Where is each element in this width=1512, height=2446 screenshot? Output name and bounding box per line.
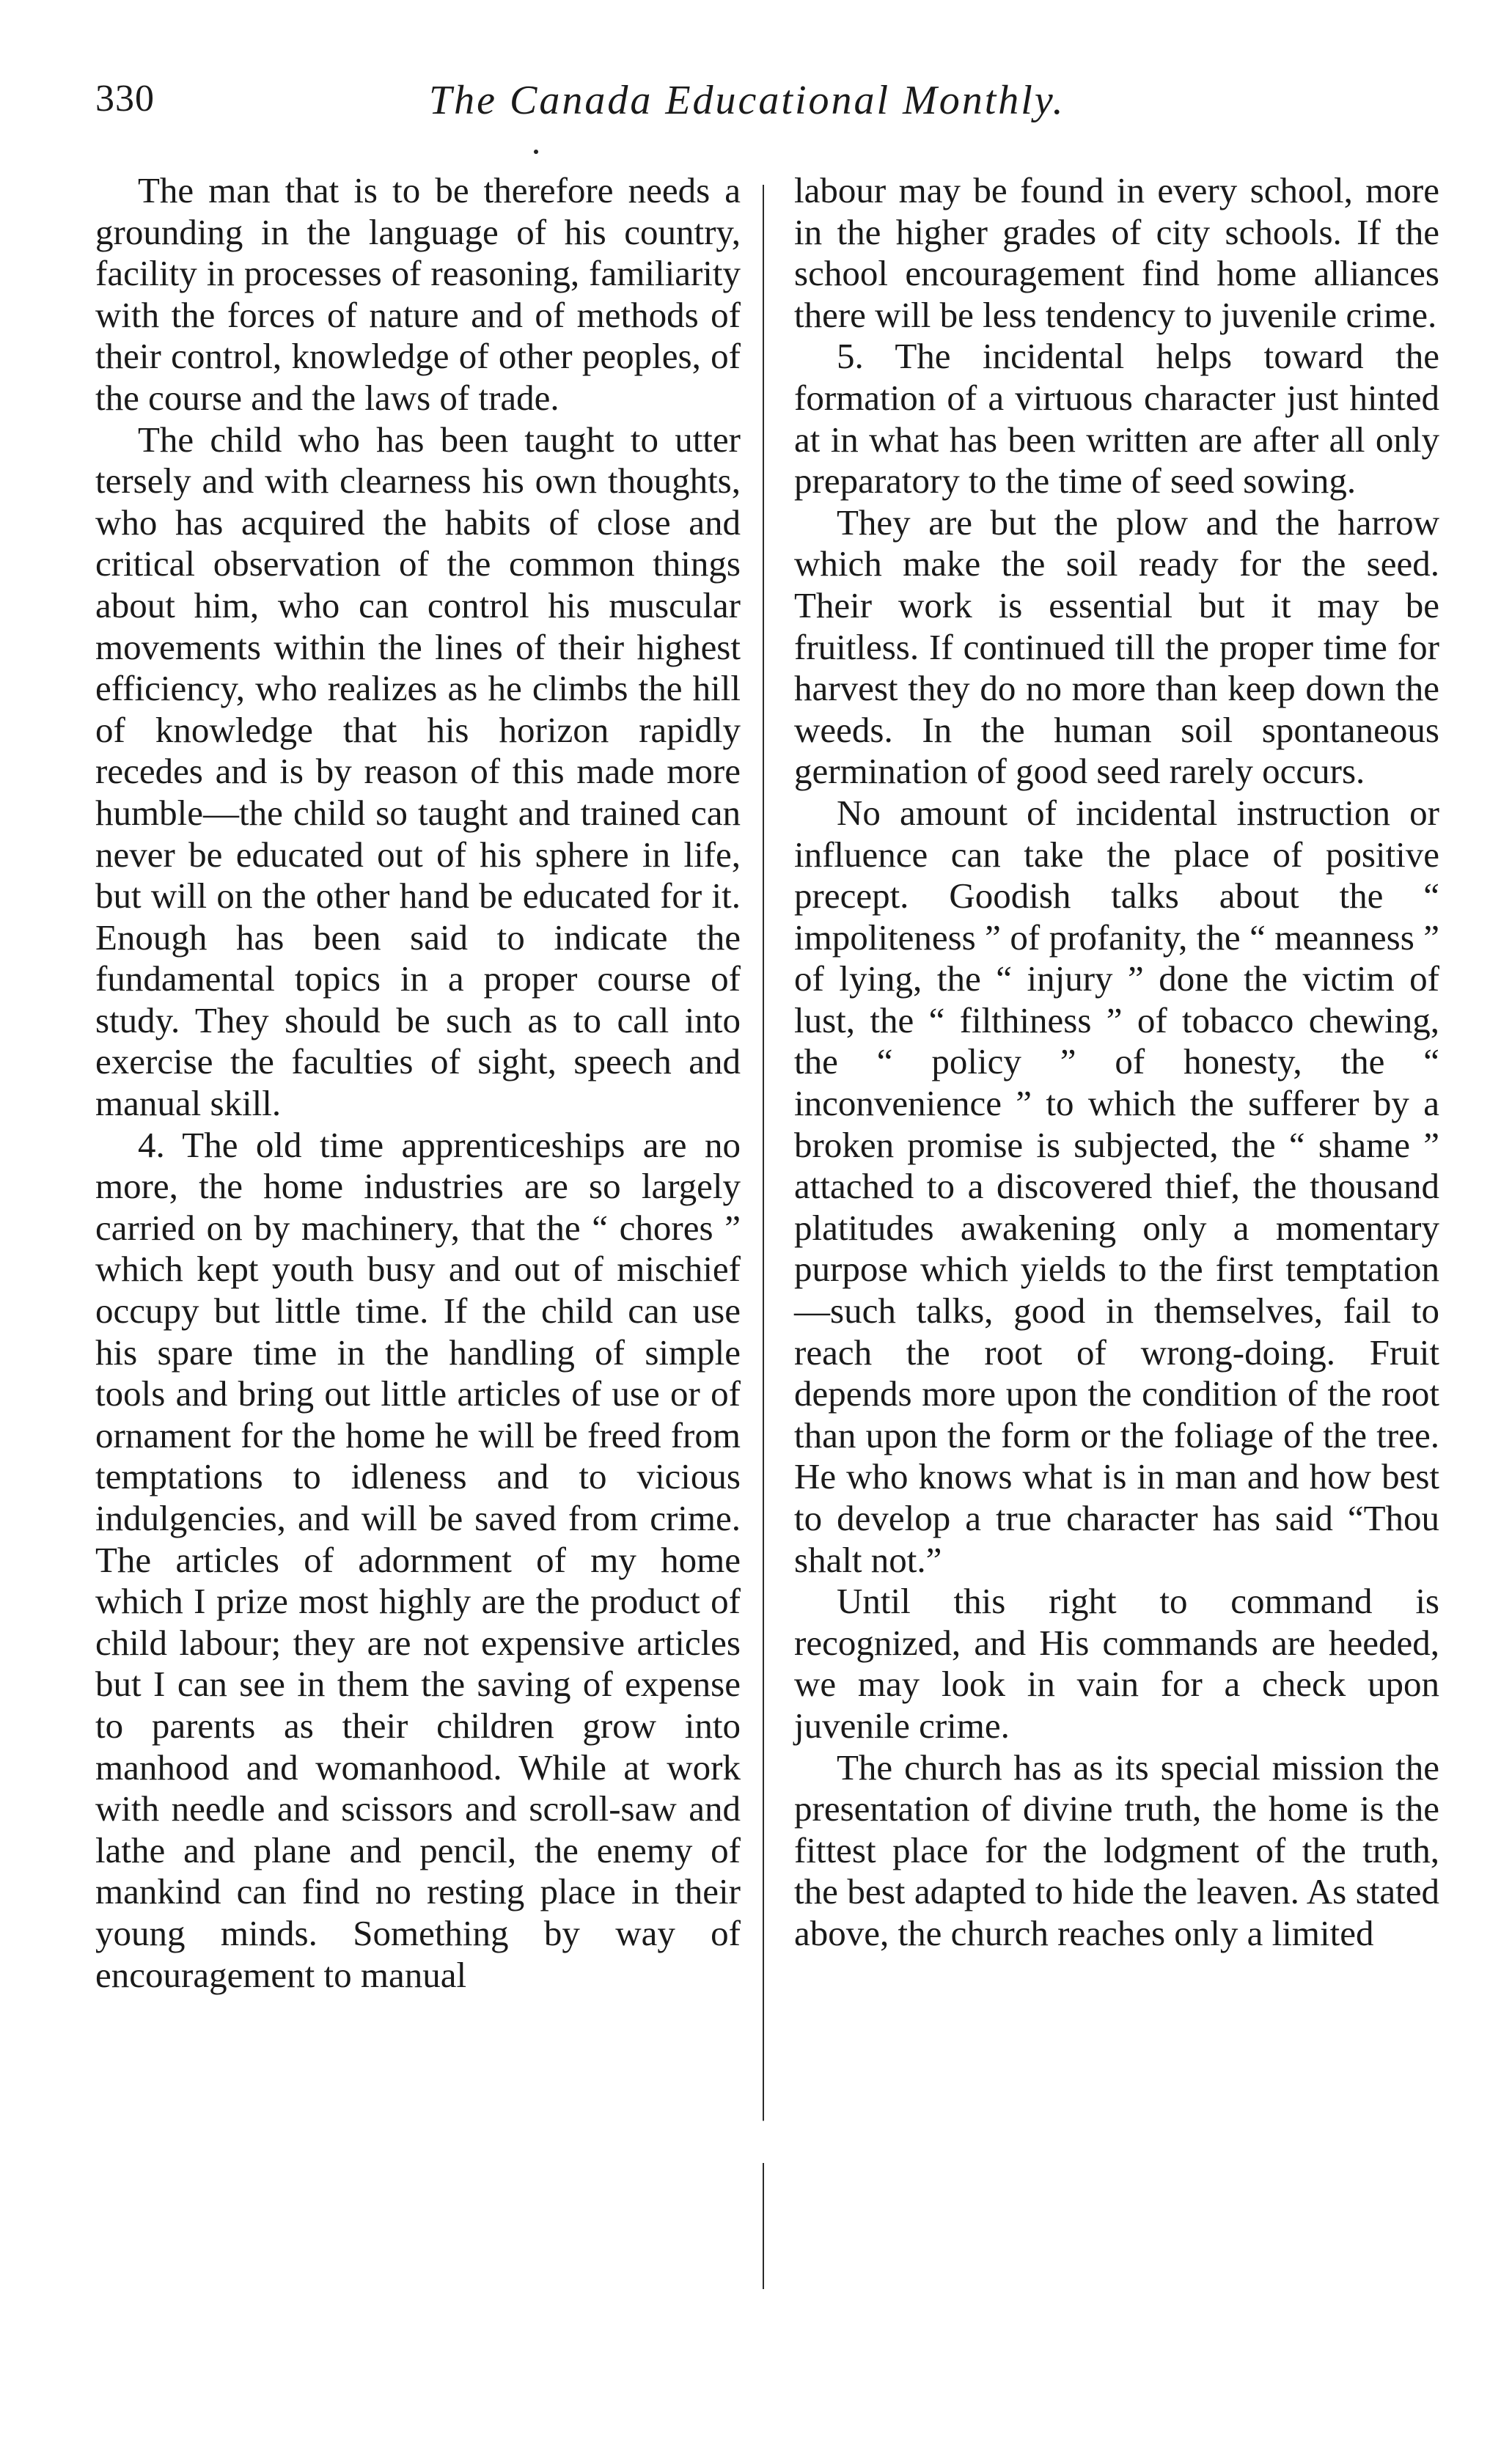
paragraph: Until this right to command is recognized, and His commands are heeded, we may look in vain for a check upon juvenile crime. [794, 1581, 1439, 1746]
paragraph: No amount of incidental instruction or influence can take the place of positive precept. Goodish talks about the “ impoliteness ” of profanity, the “ meanness ” of lying, the “ injury ” done the victim of lust, the “ filthiness ” of tobacco chewing, the “ policy ” of honesty, the “ inconvenience ” to which the sufferer by a broken promise is subjected, the “ shame ” attached to a discovered thief, the thousand platitudes awakening only a momentary purpose which yields to the first temptation—such talks, good in themselves, fail to reach the root of wrong-doing. Fruit depends more upon the condition of the root than upon the form or the foliage of the tree. He who knows what is in man and how best to develop a true character has said “Thou shalt not.” [794, 792, 1439, 1580]
running-head [95, 77, 1122, 143]
column-divider [763, 185, 764, 2289]
ornament-dot [534, 150, 538, 154]
paragraph-continued: labour may be found in every school, more in the higher grades of city schools. If the school encouragement find home alliances there will be less tendency to juvenile crime. [794, 170, 1439, 335]
paragraph: They are but the plow and the harrow which make the soil ready for the seed. Their work is essential but it may be fruitless. If continued till the proper time for harvest they do no more than keep down the weeds. In the human soil spontaneous germination of good seed rarely occurs. [794, 502, 1439, 792]
paragraph: The church has as its special mission the presentation of divine truth, the home is the fittest place for the lodgment of the truth, the best adapted to hide the leaven. As stated above, the church reaches only a limited [794, 1747, 1439, 1953]
paragraph: The man that is to be therefore needs a grounding in the language of his country, facility in processes of reasoning, familiarity with the forces of nature and of methods of their control, knowledge of other peoples, of the course and the laws of trade. [95, 170, 741, 418]
page-number: 330 [95, 78, 155, 120]
left-column [95, 170, 741, 1996]
right-column [794, 170, 1439, 1955]
paragraph: 4. The old time apprenticeships are no more, the home industries are so largely carried on by machinery, that the “ chores ” which kept youth busy and out of mischief occupy but little time. If the child can use his spare time in the handling of simple tools and bring out little articles of use or of ornament for the home he will be freed from temptations to idleness and to vicious indulgencies, and will be saved from crime. The articles of adornment of my home which I prize most highly are the product of child labour; they are not expensive articles but I can see in them the saving of expense to parents as their children grow into manhood and womanhood. While at work with needle and scissors and scroll-saw and lathe and plane and pencil, the enemy of mankind can find no resting place in their young minds. Something by way of encouragement to manual [95, 1124, 741, 1995]
paragraph: 5. The incidental helps toward the formation of a virtuous character just hinted at in what has been written are after all only preparatory to the time of seed sowing. [794, 336, 1439, 502]
journal-title: The Canada Educational Monthly. [429, 78, 1065, 123]
paragraph: The child who has been taught to utter tersely and with clearness his own thoughts, who has acquired the habits of close and critical observation of the common things about him, who can control his muscular movements within the lines of their highest efficiency, who realizes as he climbs the hill of knowledge that his horizon rapidly recedes and is by reason of this made more humble—the child so taught and trained can never be educated out of his sphere in life, but will on the other hand be educated for it. Enough has been said to indicate the fundamental topics in a proper course of study. They should be such as to call into exercise the faculties of sight, speech and manual skill. [95, 419, 741, 1124]
